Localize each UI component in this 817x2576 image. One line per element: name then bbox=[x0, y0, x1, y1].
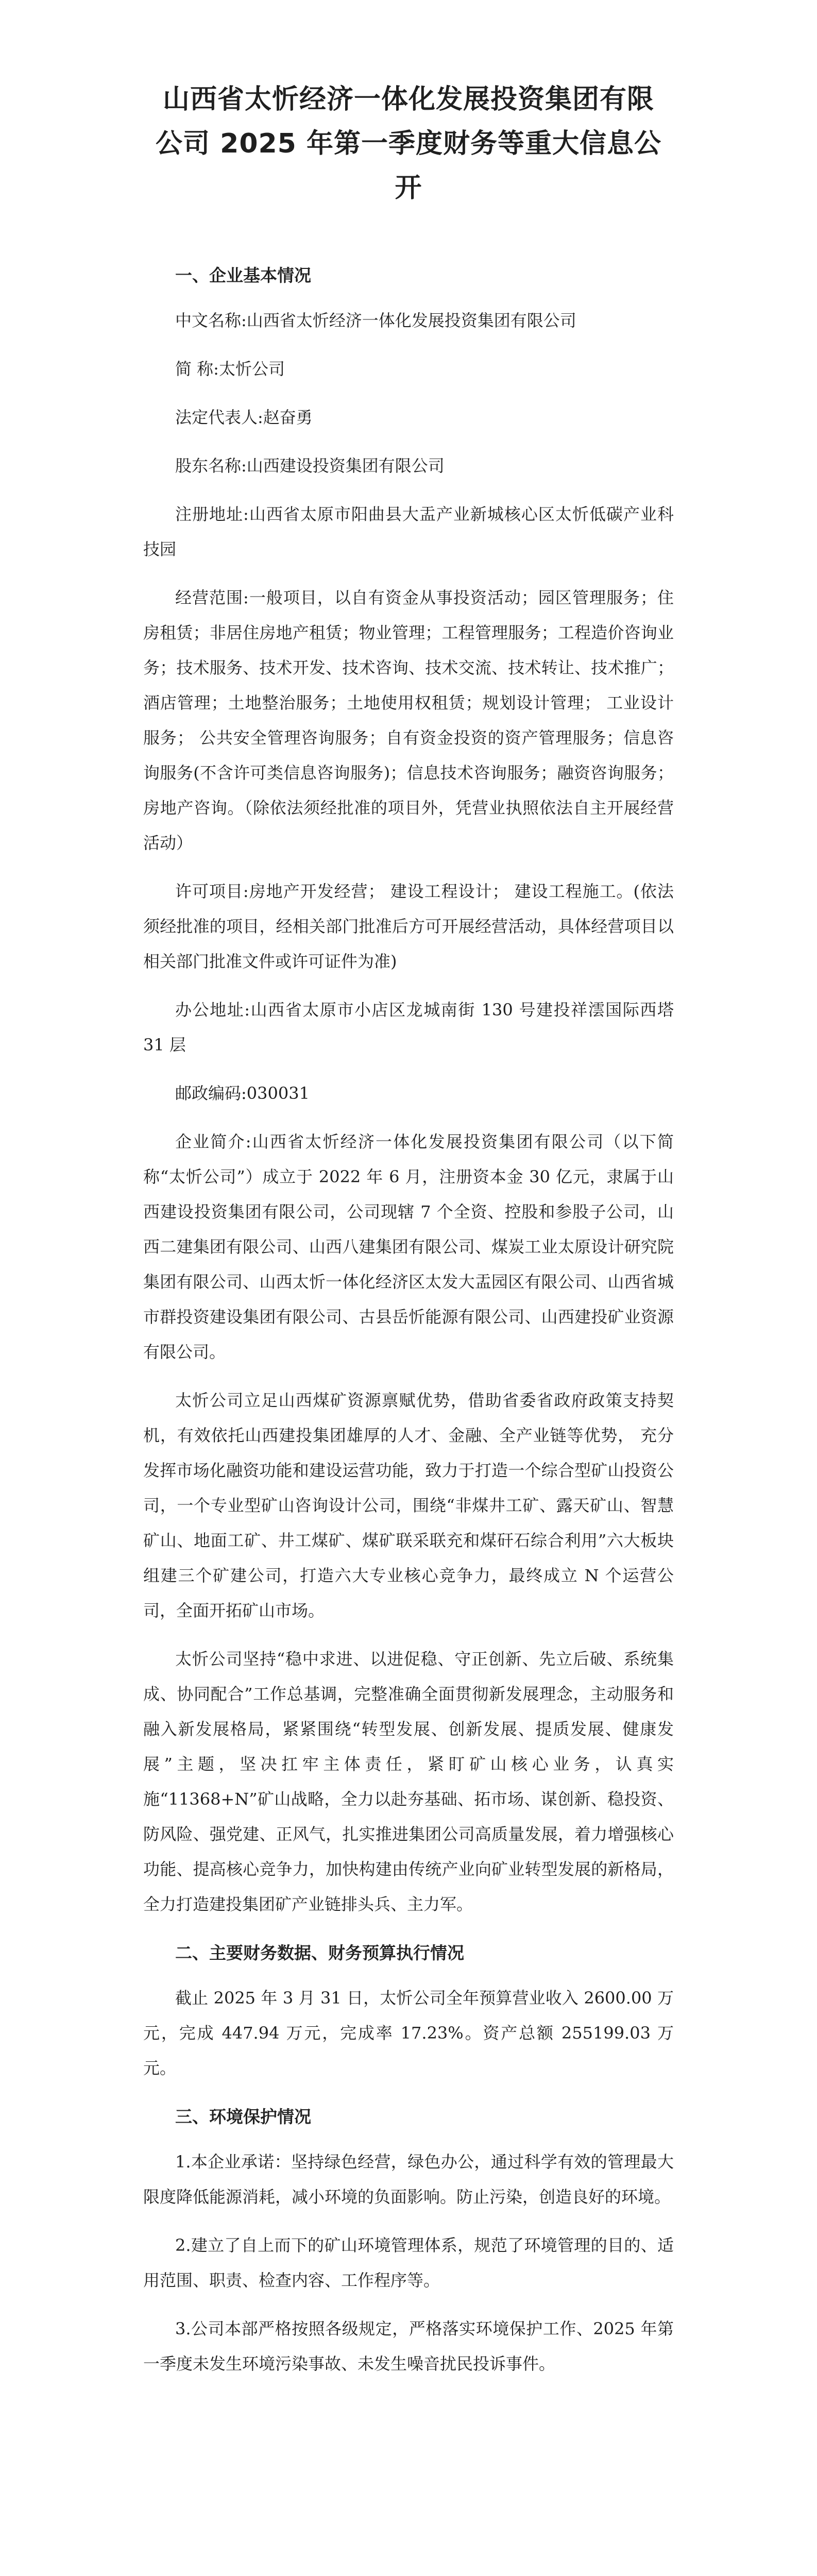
field-office-address bbox=[143, 992, 674, 1062]
field-value: 山西建设投资集团有限公司 bbox=[246, 456, 445, 476]
document-title bbox=[143, 77, 674, 210]
field-label: 法定代表人: bbox=[175, 408, 263, 427]
field-company-intro bbox=[143, 1124, 674, 1369]
environment-item-2: 2.建立了自上而下的矿山环境管理体系，规范了环境管理的目的、适用范围、职责、检查内容、工作程序等。 bbox=[143, 2235, 674, 2290]
field-label: 中文名称: bbox=[175, 311, 247, 330]
title-line-1: 山西省太忻经济一体化发展投资集团有限 bbox=[162, 84, 654, 115]
field-label: 许可项目: bbox=[175, 882, 249, 901]
field-shareholder bbox=[143, 448, 674, 483]
section-heading-environment: 三、环境保护情况 bbox=[175, 2107, 311, 2127]
paragraph-work-principles: 太忻公司坚持“稳中求进、以进促稳、守正创新、先立后破、系统集成、协同配合”工作总基调，完整准确全面贯彻新发展理念，主动服务和融入新发展格局，紧紧围绕“转型发展、创新发展、提质发展、健康发展”主题，坚决扛牢主体责任，紧盯矿山核心业务，认真实施“11368+N”矿山战略，全力以赴夯基础、拓市场、谋创新、稳投资、防风险、强党建、正风气，扎实推进集团公司高质量发展，着力增强核心功能、提高核心竞争力，加快构建由传统产业向矿业转型发展的新格局，全力打造建投集团矿产业链排头兵、主力军。 bbox=[143, 1649, 674, 1914]
field-abbreviation bbox=[143, 351, 674, 386]
field-label: 简 称: bbox=[175, 359, 219, 379]
field-label: 经营范围: bbox=[175, 588, 249, 607]
field-value: 山西省太忻经济一体化发展投资集团有限公司（以下简称“太忻公司”）成立于 2022 年 6 月，注册资本金 30 亿元，隶属于山西建设投资集团有限公司，公司现辖 7 个全资、控股和参股子公司，山西二建集团有限公司、山西八建集团有限公司、煤炭工业太原设计研究院集团有限公司、山西太忻一体化经济区太发大盂园区有限公司、山西省城市群投资建设集团有限公司、古县岳忻能源有限公司、山西建投矿业资源有限公司。 bbox=[143, 1132, 674, 1362]
field-label: 邮政编码: bbox=[175, 1083, 247, 1103]
paragraph-finance: 截止 2025 年 3 月 31 日，太忻公司全年预算营业收入 2600.00 万元，完成 447.94 万元，完成率 17.23%。资产总额 255199.03 万元。 bbox=[143, 1988, 674, 2078]
field-value: 太忻公司 bbox=[218, 359, 285, 379]
field-licensed-items bbox=[143, 874, 674, 979]
field-business-scope bbox=[143, 580, 674, 860]
field-label: 股东名称: bbox=[175, 456, 247, 476]
field-value: 山西省太原市阳曲县大盂产业新城核心区太忻低碳产业科技园 bbox=[143, 504, 674, 559]
field-label: 办公地址: bbox=[175, 1000, 250, 1020]
field-chinese-name bbox=[143, 303, 674, 338]
field-value: 一般项目，以自有资金从事投资活动；园区管理服务；住房租赁；非居住房地产租赁；物业管理；工程管理服务；工程造价咨询业务；技术服务、技术开发、技术咨询、技术交流、技术转让、技术推广；酒店管理；土地整治服务；土地使用权租赁；规划设计管理； 工业设计服务； 公共安全管理咨询服务；自有资金投资的资产管理服务；信息咨询服务(不含许可类信息咨询服务)；信息技术咨询服务；融资咨询服务；房地产咨询。（除依法须经批准的项目外，凭营业执照依法自主开展经营活动） bbox=[143, 588, 674, 853]
field-registered-address bbox=[143, 497, 674, 567]
environment-item-3: 3.公司本部严格按照各级规定，严格落实环境保护工作、2025 年第一季度未发生环境污染事故、未发生噪音扰民投诉事件。 bbox=[143, 2319, 674, 2374]
field-value: 赵奋勇 bbox=[263, 408, 313, 427]
field-label: 企业简介: bbox=[175, 1132, 251, 1151]
section-heading-finance: 二、主要财务数据、财务预算执行情况 bbox=[175, 1943, 464, 1963]
field-legal-representative bbox=[143, 400, 674, 435]
paragraph-strategy: 太忻公司立足山西煤矿资源禀赋优势，借助省委省政府政策支持契机，有效依托山西建投集团雄厚的人才、金融、全产业链等优势， 充分发挥市场化融资功能和建设运营功能，致力于打造一个综合型矿山投资公司，一个专业型矿山咨询设计公司，围绕“非煤井工矿、露天矿山、智慧矿山、地面工矿、井工煤矿、煤矿联采联充和煤矸石综合利用”六大板块组建三个矿建公司，打造六大专业核心竞争力，最终成立 N 个运营公司，全面开拓矿山市场。 bbox=[143, 1391, 674, 1620]
section-heading-basic: 一、企业基本情况 bbox=[175, 265, 311, 285]
field-postcode bbox=[143, 1076, 674, 1111]
title-line-2: 公司 2025 年第一季度财务等重大信息公开 bbox=[156, 128, 661, 204]
field-value: 山西省太原市小店区龙城南街 130 号建投祥澐国际西塔 31 层 bbox=[143, 1000, 674, 1055]
field-label: 注册地址: bbox=[175, 504, 249, 524]
field-value: 030031 bbox=[246, 1083, 310, 1103]
field-value: 山西省太忻经济一体化发展投资集团有限公司 bbox=[246, 311, 576, 330]
environment-item-1: 1.本企业承诺：坚持绿色经营，绿色办公，通过科学有效的管理最大限度降低能源消耗，减小环境的负面影响。防止污染，创造良好的环境。 bbox=[143, 2152, 674, 2207]
field-value: 房地产开发经营； 建设工程设计； 建设工程施工。(依法须经批准的项目，经相关部门批准后方可开展经营活动，具体经营项目以相关部门批准文件或许可证件为准) bbox=[143, 882, 674, 971]
